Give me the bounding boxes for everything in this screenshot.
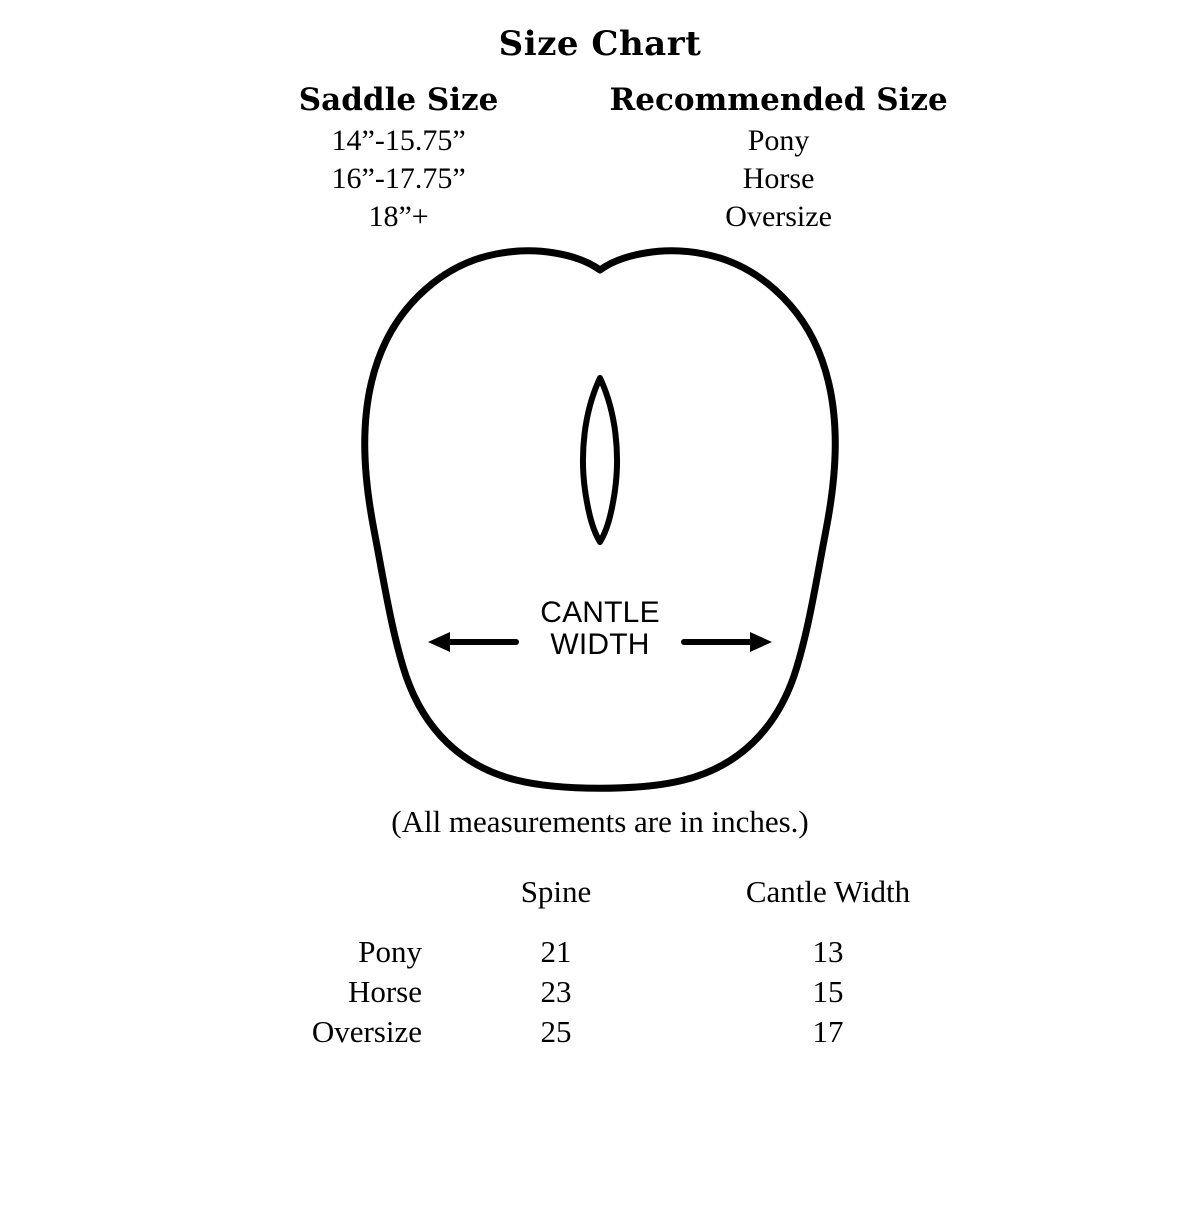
column-header-spine: Spine [520,874,592,909]
cell-recommended-size: Horse [742,162,815,195]
table-row [220,160,980,198]
cell-saddle-size: 14”-15.75” [331,124,466,157]
table-header-row [220,82,980,122]
cell-saddle-size: 16”-17.75” [331,162,466,195]
column-header-blank [200,874,456,932]
cell-recommended-size: Oversize [725,200,832,233]
gullet-slot-path [583,378,617,542]
cell-size-name: Pony [358,934,422,969]
page-title: Size Chart [498,24,702,64]
table-row [220,122,980,160]
table-row [200,932,1000,972]
measurement-table [200,874,1000,1052]
cantle-width-label-line1: CANTLE [540,596,660,629]
cell-cantle-width: 13 [812,934,844,969]
cell-size-name: Horse [347,974,422,1009]
table-row [200,972,1000,1012]
arrow-head-right [750,632,772,652]
cell-cantle-width: 15 [812,974,844,1009]
saddle-pad-outline-svg [320,242,880,802]
table-header-row [200,874,1000,932]
cantle-width-arrows [428,632,772,652]
saddle-pad-diagram [0,242,1200,802]
table-row [200,1012,1000,1052]
pad-outline-path [365,251,836,788]
cell-spine: 21 [540,934,572,969]
size-chart-page [0,24,1200,1224]
cell-saddle-size: 18”+ [368,200,429,233]
column-header-cantle-width: Cantle Width [745,874,911,909]
column-header-saddle-size: Saddle Size [298,82,499,118]
cell-cantle-width: 17 [812,1014,844,1049]
cantle-width-label-line2: WIDTH [550,628,650,662]
cell-spine: 25 [540,1014,572,1049]
saddle-size-table [220,82,980,236]
measurement-note: (All measurements are in inches.) [391,804,809,839]
arrow-head-left [428,632,450,652]
column-header-recommended-size: Recommended Size [609,82,948,118]
cell-recommended-size: Pony [747,124,810,157]
table-row [220,198,980,236]
cell-spine: 23 [540,974,572,1009]
cell-size-name: Oversize [311,1014,422,1049]
